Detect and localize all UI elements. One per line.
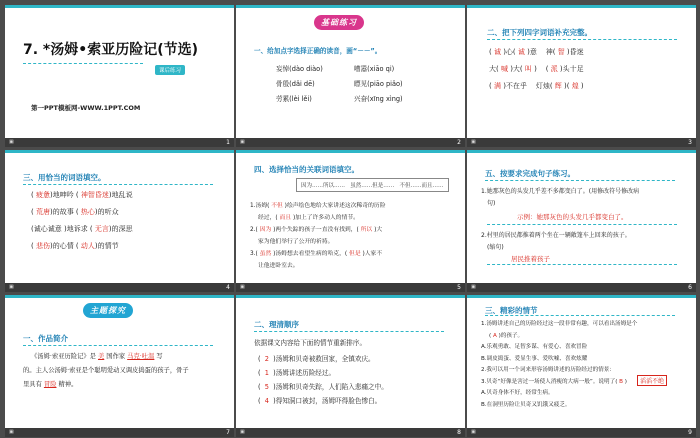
question-heading: 一、作品简介: [23, 334, 68, 343]
question-line: A.贝奇身体不好，经常生病。: [481, 390, 554, 396]
slide-number: 9: [688, 429, 692, 436]
word-bank-item: 虽然……但是……: [350, 183, 395, 189]
slide-6[interactable]: 五、按要求完成句子练习。 1.她那灰色的头发几乎差不多都变白了。(用修改符号修改病 句) 示例：她那灰色的头发几乎都变白了。 2.村里的居民都推着两个坐在一辆敞篷车上回来的孩子。 (缩句) 居民推着孩子 ▣ 6: [467, 150, 696, 292]
slide-number: 2: [457, 139, 461, 146]
section-badge: 基础练习: [314, 15, 364, 30]
pinyin-option: 兴奋(xīng xìng): [354, 95, 403, 103]
pinyin-option: 嘈嚣(xiāo qi): [354, 65, 395, 73]
divider: [23, 63, 143, 64]
word-bank-item: 因为……所以……: [301, 183, 346, 189]
question-heading: 五、按要求完成句子练习。: [485, 169, 575, 178]
idiom-row: ( 诚 )心( 诚 )意 神( 智 )昏迷: [489, 48, 584, 56]
order-item: ( 2 )汤姆和贝奇被救回家，全镇欢庆。: [258, 355, 375, 363]
slide-3[interactable]: 二、把下列四字词语补充完整。 ( 诚 )心( 诚 )意 神( 智 )昏迷 大( 喊 )大( 叫 ) ( 派 )头十足 ( 满 )不在乎 灯烛( 辉 )( 煌 ) ▣ 3: [467, 5, 696, 147]
fill-row: ( 荒唐)的故事 ( 热心)的听众: [31, 208, 119, 216]
fill-row: (诚心诚意 )地诉求 ( 无言)的深思: [31, 225, 133, 233]
sentence-line: 3.( 虽然 )汤姆想去看望生病的哈克，( 但是 )人家不: [250, 251, 383, 257]
slide-number: 1: [226, 139, 230, 146]
slide-subtitle-badge: 课后练习: [155, 65, 185, 75]
slide-7[interactable]: 主题探究 一、作品简介 《汤姆·索亚历险记》是 美 国作家 马克·吐温 写 的。主人公汤姆·索亚是个聪明爱动又调皮捣蛋的孩子，骨子 里具有 冒险 精神。 ▣ 7: [5, 295, 234, 437]
answer-box: 滔滔不绝: [637, 375, 667, 386]
slide-1[interactable]: [5, 5, 234, 147]
order-item: ( 1 )汤姆讲述历险经过。: [258, 369, 336, 377]
slide-9[interactable]: 三、精彩的情节 1.汤姆讲述自己的历险经过这一段非常有趣，可以看出汤姆是个 ( A )的孩子。 A.乐观勇敢、足智多谋、有爱心、喜欢冒险 B.调皮捣蛋、爱显生事、爱吹嘘、喜欢炫耀 2.我可以用一个词来形容汤姆讲述的历险经过的情景： 3.贝奇“好像是害过一场使人消瘦的大病一般”。说明了( B ) A.贝奇身体不好，经常生病。 B.在洞里历险让贝奇又饥饿又疲乏。 滔滔不绝 ▣ 9: [467, 295, 696, 437]
pinyin-option: 妄悼(dào diào): [276, 65, 323, 73]
slide-number: 4: [226, 284, 230, 291]
order-item: ( 4 )得知洞口被封，汤姆吓得脸色惨白。: [258, 397, 382, 405]
site-url: 第一PPT模板网-WWW.1PPT.COM: [31, 104, 141, 112]
example-answer: 示例：她那灰色的头发几乎都变白了。: [517, 213, 628, 221]
exercise-line: 1.她那灰色的头发几乎差不多都变白了。(用修改符号修改病: [481, 188, 640, 195]
word-bank: [296, 178, 449, 192]
question-heading: 二、把下列四字词语补充完整。: [487, 28, 592, 37]
sentence-line: 经过，( 而且 )加上了许多动人的情节。: [258, 215, 359, 221]
sentence-line: 2.( 因为 )两个失踪的孩子一直没有找到，( 所以 )大: [250, 227, 383, 233]
answer-text: 居民推着孩子: [511, 255, 550, 263]
question-line: 1.汤姆讲述自己的历险经过这一段非常有趣，可以看出汤姆是个: [481, 321, 638, 327]
slide-accent-bar: [5, 5, 234, 8]
sentence-line: 家为他们举行了公开的祈祷。: [258, 239, 334, 245]
question-line: ( A )的孩子。: [489, 332, 524, 339]
fill-row: ( 悲伤)的心情 ( 动人)的情节: [31, 242, 119, 250]
intro-line: 《汤姆·索亚历险记》是 美 国作家 马克·吐温 写: [31, 353, 163, 360]
question-heading: 三、用恰当的词语填空。: [23, 173, 106, 182]
section-badge: 主题探究: [83, 303, 133, 318]
slide-title: 7. *汤姆•索亚历险记(节选): [23, 42, 198, 58]
slide-4[interactable]: 三、用恰当的词语填空。 ( 疲惫)地呻吟 ( 神智昏迷)地乱说 ( 荒唐)的故事 ( 热心)的听众 (诚心诚意 )地诉求 ( 无言)的深思 ( 悲伤)的心情 ( 动人)的情节 ▣ 4: [5, 150, 234, 292]
pinyin-option: 骨殷(dǎi dē): [276, 80, 315, 88]
intro-line: 的。主人公汤姆·索亚是个聪明爱动又调皮捣蛋的孩子，骨子: [23, 367, 189, 374]
question-line: 2.我可以用一个词来形容汤姆讲述的历险经过的情景：: [481, 367, 615, 373]
slide-2[interactable]: 基础练习 一、给加点字选择正确的读音，画“－－”。 妄悼(dào diào) 嘈嚣(xiāo qi) 骨殷(dǎi dē) 瞟见(piāo piǎo) 劳累(lèi lěi) 兴奋(xīng xìng) ▣ 2: [236, 5, 465, 147]
exercise-line: 句): [487, 200, 496, 207]
question-heading: 一、给加点字选择正确的读音，画“－－”。: [254, 47, 382, 55]
intro-line: 里具有 冒险 精神。: [23, 381, 78, 388]
question-line: B.在洞里历险让贝奇又饥饿又疲乏。: [481, 401, 571, 408]
fill-row: ( 疲惫)地呻吟 ( 神智昏迷)地乱说: [31, 191, 133, 199]
word-bank-item: 不但……而且……: [399, 183, 444, 189]
question-line: 3.贝奇“好像是害过一场使人消瘦的大病一般”。说明了( B ): [481, 378, 627, 385]
question-line: B.调皮捣蛋、爱显生事、爱吹嘘、喜欢炫耀: [481, 355, 588, 362]
instruction: 依据课文内容给下面的情节重新排序。: [254, 339, 367, 347]
pinyin-option: 劳累(lèi lěi): [276, 95, 312, 103]
exercise-line: 2.村里的居民都推着两个坐在一辆敞篷车上回来的孩子。: [481, 232, 631, 239]
question-heading: 四、选择恰当的关联词语填空。: [254, 165, 359, 174]
slide-number: 6: [688, 284, 692, 291]
exercise-line: (缩句): [487, 244, 504, 251]
idiom-row: ( 满 )不在乎 灯烛( 辉 )( 煌 ): [489, 82, 584, 90]
idiom-row: 大( 喊 )大( 叫 ) ( 派 )头十足: [489, 65, 584, 73]
slide-number: 8: [457, 429, 461, 436]
pinyin-option: 瞟见(piāo piǎo): [354, 80, 403, 88]
slide-5[interactable]: 四、选择恰当的关联词语填空。 因为……所以…… 虽然……但是…… 不但……而且…… 1.汤姆( 不但 )绘声绘色地给大家讲述这次稀奇的历险 经过，( 而且 )加上了许多动人的情节。 2.( 因为 )两个失踪的孩子一直没有找到，( 所以 )大 家为他们举行了公开的祈祷。 3.( 虽然 )汤姆想去看望生病的哈克，( 但是 )人家不 让他进卧室去。 ▣ 5: [236, 150, 465, 292]
slide-8[interactable]: 二、理清顺序 依据课文内容给下面的情节重新排序。 ( 2 )汤姆和贝奇被救回家，全镇欢庆。 ( 1 )汤姆讲述历险经过。 ( 5 )汤姆和贝奇失踪，人们陷入悲痛之中。 ( 4 )得知洞口被封，汤姆吓得脸色惨白。 ▣ 8: [236, 295, 465, 437]
question-line: A.乐观勇敢、足智多谋、有爱心、喜欢冒险: [481, 344, 588, 350]
slide-icon: ▣: [9, 139, 14, 145]
question-heading: 三、精彩的情节: [485, 306, 538, 315]
sentence-line: 让他进卧室去。: [258, 263, 299, 269]
slide-number: 7: [226, 429, 230, 436]
slide-number: 3: [688, 139, 692, 146]
order-item: ( 5 )汤姆和贝奇失踪，人们陷入悲痛之中。: [258, 383, 388, 391]
question-heading: 二、理清顺序: [254, 320, 299, 329]
slide-number: 5: [457, 284, 461, 291]
sentence-line: 1.汤姆( 不但 )绘声绘色地给大家讲述这次稀奇的历险: [250, 203, 386, 209]
